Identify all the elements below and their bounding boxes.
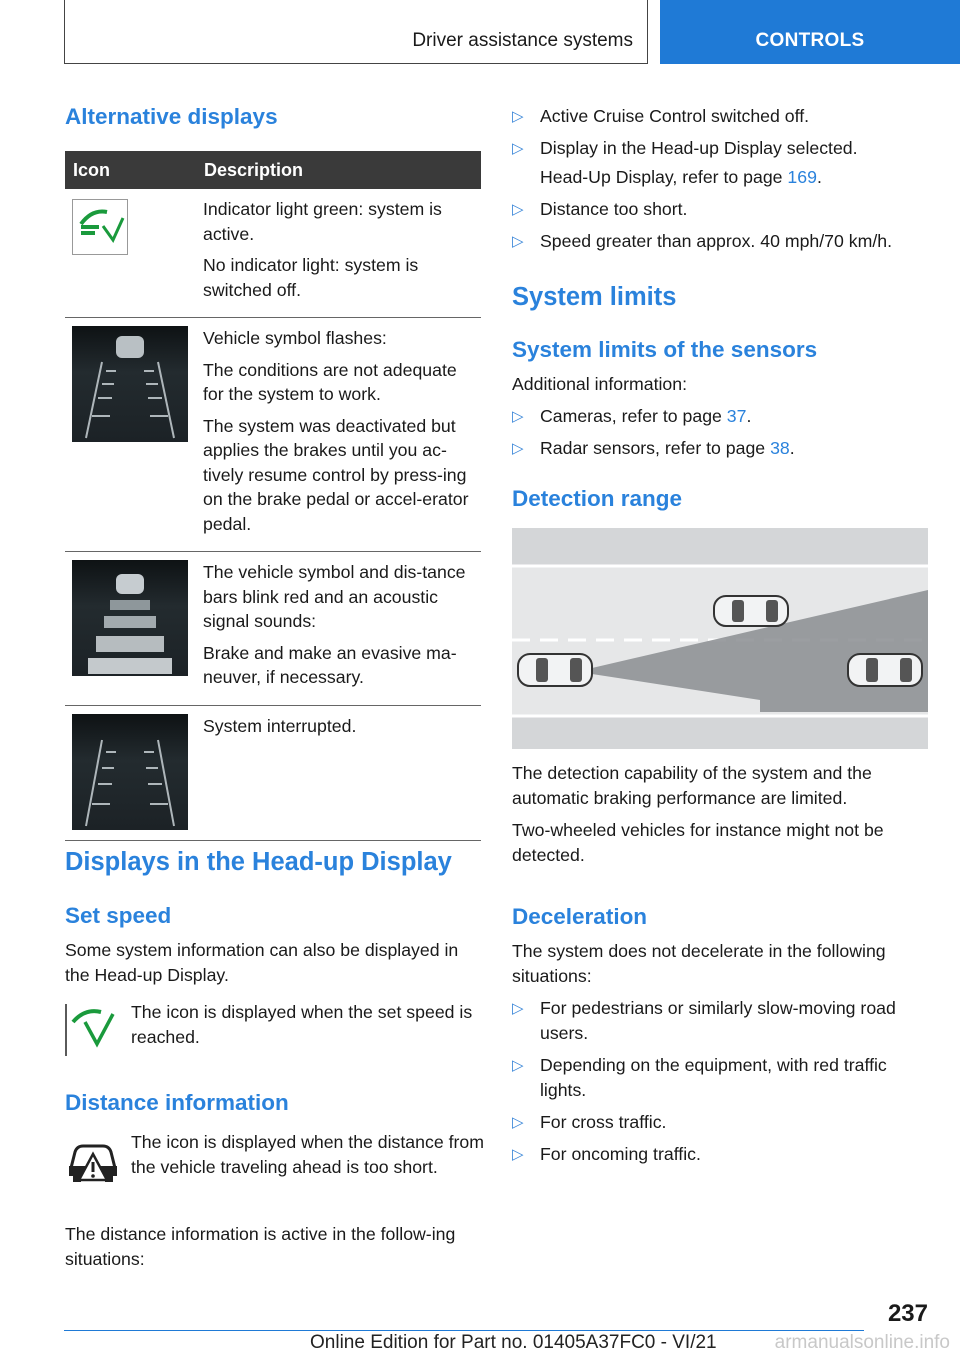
desc-para: Brake and make an evasive ma-neuver, if necessary. [203, 642, 457, 687]
hud-reference: Head-Up Display, refer to page 169. [540, 167, 822, 187]
set-speed-icon-row [65, 1000, 485, 1050]
distance-active-text: The distance information is active in the follow-ing situations: [65, 1224, 456, 1269]
list-item: ▷ Depending on the equipment, with red traffic lights. [512, 1053, 932, 1103]
detection-text-1: The detection capability of the system and the automatic braking performance are limited. [512, 763, 872, 808]
additional-info-label: Additional information: [512, 374, 688, 394]
distance-warning-car-icon [65, 1130, 121, 1186]
desc-para: System interrupted. [203, 715, 357, 736]
list-item: ▷ For oncoming traffic. [512, 1142, 932, 1167]
set-speed-icon-text: The icon is displayed when the set speed is reached. [131, 1002, 473, 1047]
col-desc-header: Description [196, 151, 481, 189]
icon-table [65, 151, 481, 841]
hud-page-link[interactable]: 169 [787, 167, 817, 187]
hud-ref-text: Head-Up Display, refer to page [540, 167, 788, 187]
deceleration-heading: Deceleration [512, 904, 648, 929]
desc-para: Indicator light green: system is active. [203, 199, 442, 244]
page-number: 237 [887, 1300, 928, 1327]
set-speed-icon [65, 1000, 121, 1056]
sensor-limits-heading: System limits of the sensors [512, 337, 818, 362]
detection-range-illustration [512, 528, 928, 749]
table-header [65, 151, 481, 189]
list-item: ▷ Radar sensors, refer to page 38. [512, 436, 932, 461]
desc-para: The system was deactivated but applies the brakes until you ac-tively resume control by press-ing on the brake pedal or accel-erator pedal. [203, 415, 469, 534]
footer-divider [64, 1330, 864, 1331]
distance-bars-icon [72, 560, 188, 676]
section-title: Driver assistance systems [412, 30, 633, 51]
list-item: ▷ For pedestrians or similarly slow-moving road users. [512, 996, 932, 1046]
list-item: ▷ Active Cruise Control switched off. [512, 104, 932, 129]
system-interrupted-icon [72, 714, 188, 830]
list-item: ▷ Cameras, refer to page 37. [512, 404, 932, 429]
desc-para: No indicator light: system is switched off. [203, 255, 419, 300]
footer-edition: Online Edition for Part no. 01405A37FC0 - VI/21 [310, 1332, 717, 1353]
header-section-box [64, 0, 648, 64]
deceleration-list [512, 996, 932, 1174]
deceleration-text: The system does not decelerate in the following situations: [512, 941, 886, 986]
distance-info-heading: Distance information [65, 1090, 289, 1115]
system-limits-heading: System limits [512, 283, 677, 311]
distance-icon-row [65, 1130, 485, 1180]
distance-icon-text: The icon is displayed when the distance from the vehicle traveling ahead is too short. [131, 1132, 484, 1177]
desc-para: Vehicle symbol flashes: [203, 328, 387, 348]
alternative-displays-heading: Alternative displays [65, 104, 278, 129]
hud-heading: Displays in the Head-up Display [65, 848, 452, 876]
green-indicator-icon [72, 199, 128, 255]
list-item: ▷ For cross traffic. [512, 1110, 932, 1135]
detection-text-2: Two-wheeled vehicles for instance might not be detected. [512, 820, 884, 865]
table-row [65, 705, 481, 840]
list-item: ▷ Speed greater than approx. 40 mph/70 km/h. [512, 229, 932, 254]
table-row [65, 318, 481, 552]
desc-para: The vehicle symbol and dis-tance bars blink red and an acoustic signal sounds: [203, 562, 466, 631]
cameras-page-link[interactable]: 37 [726, 406, 747, 426]
list-item: ▷ Display in the Head-up Display selected. [512, 136, 932, 161]
list-item: ▷ Distance too short. [512, 197, 932, 222]
col-icon-header: Icon [65, 151, 196, 189]
controls-tab[interactable] [660, 0, 960, 64]
vehicle-symbol-icon [72, 326, 188, 442]
table-row [65, 189, 481, 318]
table-row [65, 552, 481, 706]
sensor-ref-list [512, 404, 932, 468]
controls-tab-label: CONTROLS [755, 30, 865, 51]
radar-page-link[interactable]: 38 [770, 438, 790, 458]
watermark: armanualsonline.info [774, 1332, 950, 1353]
set-speed-heading: Set speed [65, 903, 172, 928]
detection-range-heading: Detection range [512, 486, 683, 511]
condition-list [512, 104, 932, 261]
desc-para: The conditions are not adequate for the system to work. [203, 359, 457, 404]
set-speed-text: Some system information can also be displayed in the Head-up Display. [65, 940, 459, 985]
